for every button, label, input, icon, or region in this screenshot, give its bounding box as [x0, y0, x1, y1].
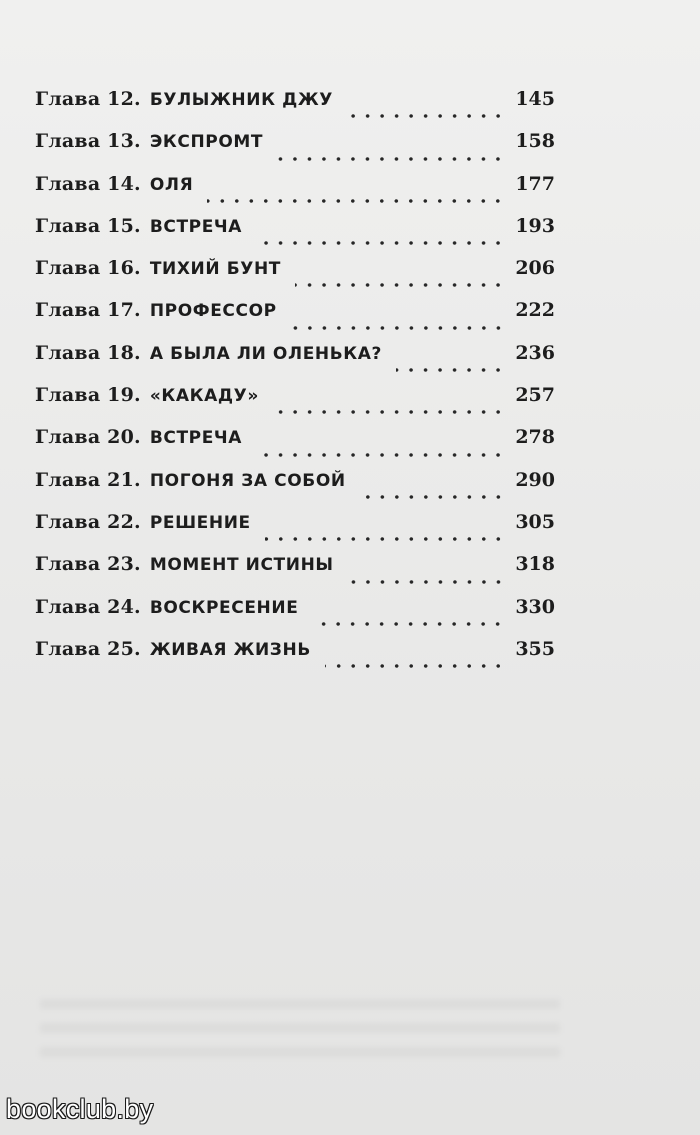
toc-entry	[35, 173, 555, 215]
dot-leader	[207, 199, 505, 203]
dot-leader	[256, 453, 505, 457]
chapter-label: Глава 16.	[35, 257, 141, 280]
chapter-title: ВСТРЕЧА	[149, 216, 243, 237]
chapter-label: Глава 15.	[35, 214, 141, 237]
page-number: 222	[515, 299, 555, 322]
page-number: 257	[515, 384, 555, 407]
dot-leader	[273, 410, 505, 414]
chapter-label: Глава 20.	[35, 426, 141, 449]
chapter-label: Глава 14.	[35, 172, 141, 195]
chapter-label: Глава 25.	[35, 637, 141, 660]
toc-entry	[35, 342, 555, 384]
page-number: 236	[515, 341, 555, 364]
chapter-title: БУЛЫЖНИК ДЖУ	[149, 90, 333, 110]
chapter-title: ПОГОНЯ ЗА СОБОЙ	[149, 470, 346, 491]
dot-leader	[348, 580, 506, 584]
chapter-label: Глава 23.	[35, 553, 141, 576]
toc-entry	[35, 215, 555, 257]
chapter-title: ЭКСПРОМТ	[149, 132, 264, 153]
page-number: 318	[515, 553, 555, 576]
watermark-text: bookclub.by	[6, 1094, 154, 1124]
dot-leader	[291, 326, 506, 330]
toc-entry	[35, 638, 555, 680]
chapter-title: ВСТРЕЧА	[149, 428, 243, 449]
dot-leader	[325, 664, 505, 668]
chapter-title: ВОСКРЕСЕНИЕ	[149, 597, 299, 618]
chapter-label: Глава 19.	[35, 384, 141, 407]
dot-leader	[312, 622, 505, 626]
page-number: 305	[515, 510, 555, 533]
toc-entry	[35, 553, 555, 595]
chapter-title: ТИХИЙ БУНТ	[149, 259, 282, 280]
chapter-label: Глава 22.	[35, 510, 141, 533]
toc-entry	[35, 257, 555, 299]
page-number: 145	[515, 88, 555, 110]
dot-leader	[360, 495, 506, 499]
chapter-title: МОМЕНТ ИСТИНЫ	[149, 555, 334, 576]
toc-entry	[35, 299, 555, 341]
page-number: 355	[515, 637, 555, 660]
toc-entry	[35, 384, 555, 426]
toc-entry	[35, 130, 555, 172]
dot-leader	[256, 241, 505, 245]
page-number: 177	[515, 172, 555, 195]
page-number: 330	[515, 595, 555, 618]
dot-leader	[396, 368, 505, 372]
chapter-label: Глава 12.	[35, 88, 141, 110]
toc-entry	[35, 596, 555, 638]
page-number: 278	[515, 426, 555, 449]
chapter-title: ОЛЯ	[149, 174, 194, 195]
page-number: 206	[515, 257, 555, 280]
dot-leader	[347, 114, 505, 118]
toc-entry	[35, 426, 555, 468]
chapter-label: Глава 13.	[35, 130, 141, 153]
chapter-label: Глава 21.	[35, 468, 141, 491]
page-number: 158	[515, 130, 555, 153]
dot-leader	[295, 283, 505, 287]
dot-leader	[265, 537, 506, 541]
chapter-title: ПРОФЕССОР	[149, 301, 277, 322]
page-number: 193	[515, 214, 555, 237]
chapter-title: «КАКАДУ»	[149, 386, 259, 407]
toc-entry	[35, 469, 555, 511]
page-number: 290	[515, 468, 555, 491]
chapter-label: Глава 17.	[35, 299, 141, 322]
chapter-title: А БЫЛА ЛИ ОЛЕНЬКА?	[149, 343, 383, 364]
table-of-contents	[35, 88, 555, 680]
show-through-text	[40, 985, 560, 1065]
dot-leader	[277, 157, 505, 161]
chapter-title: ЖИВАЯ ЖИЗНЬ	[149, 639, 311, 660]
chapter-title: РЕШЕНИЕ	[149, 512, 251, 533]
chapter-label: Глава 24.	[35, 595, 141, 618]
toc-entry	[35, 88, 555, 130]
toc-entry	[35, 511, 555, 553]
chapter-label: Глава 18.	[35, 341, 141, 364]
